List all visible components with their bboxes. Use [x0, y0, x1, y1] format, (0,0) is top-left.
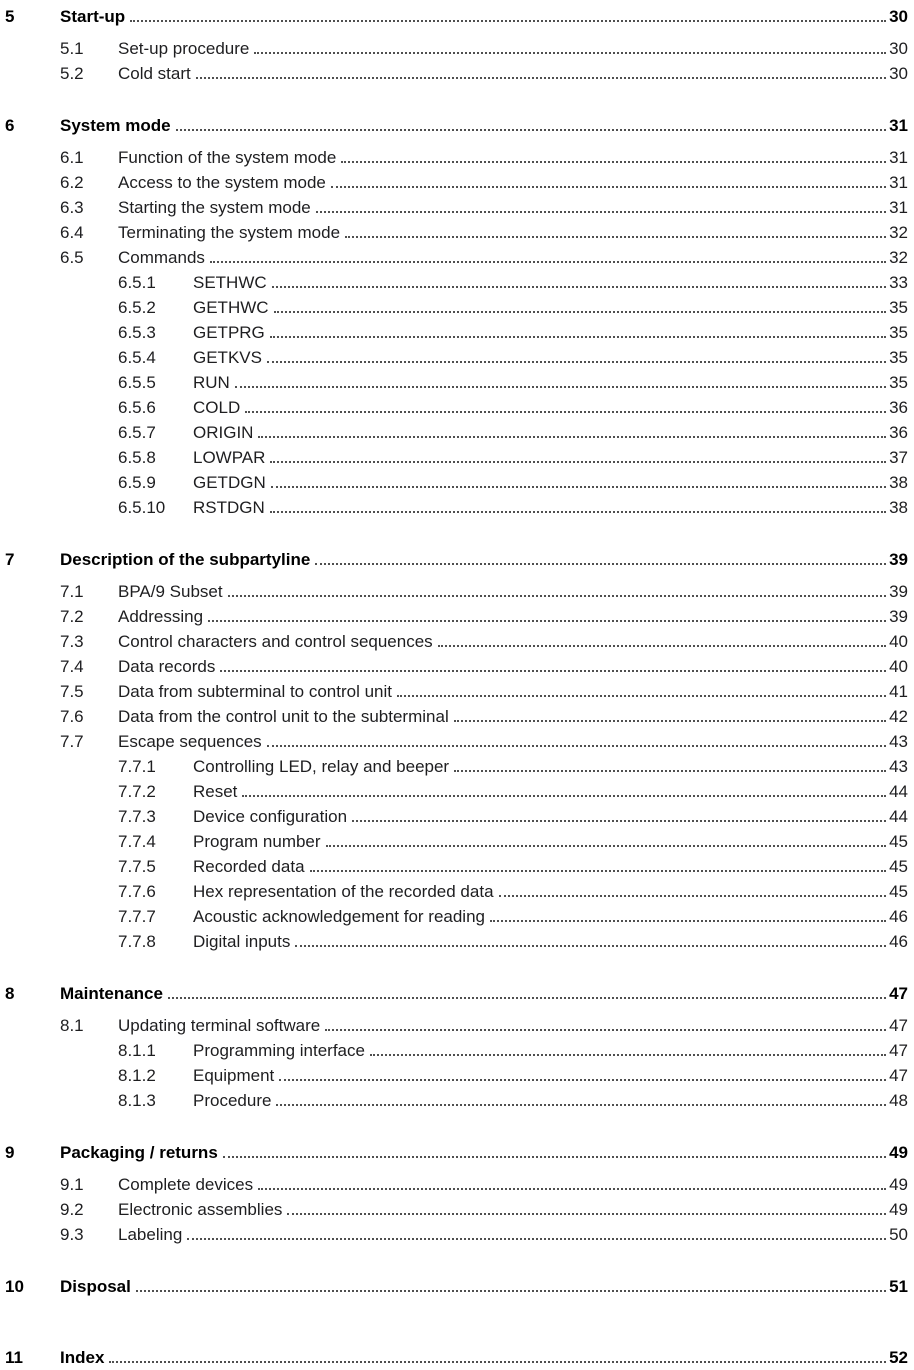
toc-entry-page: 43 — [889, 757, 908, 776]
toc-entry-page: 35 — [889, 373, 908, 392]
toc-entry-title: Disposal — [60, 1277, 131, 1296]
toc-entry[interactable] — [5, 604, 908, 629]
toc-entry-title: GETHWC — [193, 298, 269, 317]
toc-entry-number: 10 — [5, 1277, 24, 1296]
toc-entry[interactable] — [5, 879, 908, 904]
toc-entry-title: Complete devices — [118, 1175, 254, 1194]
toc-section — [5, 4, 908, 86]
dotted-leader — [279, 1079, 886, 1081]
toc-entry-page: 47 — [889, 1041, 908, 1060]
toc-entry-page: 40 — [889, 657, 908, 676]
toc-entry-number: 6.5 — [60, 248, 84, 267]
toc-entry-page: 45 — [889, 857, 908, 876]
toc-entry-number: 7.7.6 — [118, 882, 156, 901]
dotted-leader — [270, 511, 886, 513]
toc-entry-title: Maintenance — [60, 984, 163, 1003]
toc-entry-page: 39 — [889, 582, 908, 601]
dotted-leader — [287, 1213, 886, 1215]
dotted-leader — [326, 845, 887, 847]
dotted-leader — [270, 461, 886, 463]
dotted-leader — [245, 411, 886, 413]
toc-entry[interactable] — [5, 579, 908, 604]
toc-entry-page: 33 — [889, 273, 908, 292]
toc-entry-page: 46 — [889, 932, 908, 951]
toc-entry-page: 39 — [889, 550, 908, 569]
toc-entry-page: 47 — [889, 984, 908, 1003]
toc-entry-number: 6.5.7 — [118, 423, 156, 442]
toc-entry-title: Data records — [118, 657, 216, 676]
toc-entry-number: 8.1.2 — [118, 1066, 156, 1085]
toc-entry[interactable] — [5, 195, 908, 220]
toc-entry[interactable] — [5, 1063, 908, 1088]
dotted-leader — [258, 1188, 886, 1190]
toc-entry-page: 39 — [889, 607, 908, 626]
toc-entry-title: Starting the system mode — [118, 198, 311, 217]
toc-entry[interactable] — [5, 320, 908, 345]
dotted-leader — [345, 236, 886, 238]
toc-entry[interactable] — [5, 729, 908, 754]
toc-entry-number: 7.7.1 — [118, 757, 156, 776]
dotted-leader — [341, 161, 886, 163]
toc-entry-number: 6 — [5, 116, 15, 135]
toc-entry-title: COLD — [193, 398, 241, 417]
toc-entry-number: 7.7.3 — [118, 807, 156, 826]
dotted-leader — [187, 1238, 886, 1240]
toc-entry-page: 42 — [889, 707, 908, 726]
toc-entry-title: Programming interface — [193, 1041, 365, 1060]
toc-entry-title: Data from subterminal to control unit — [118, 682, 393, 701]
dotted-leader — [352, 820, 886, 822]
toc-entry[interactable] — [5, 145, 908, 170]
toc-entry-number: 8.1.1 — [118, 1041, 156, 1060]
toc-entry-page: 32 — [889, 223, 908, 242]
toc-entry-title: GETKVS — [193, 348, 262, 367]
dotted-leader — [228, 595, 886, 597]
toc-entry[interactable] — [5, 245, 908, 270]
toc-entry-title: Addressing — [118, 607, 204, 626]
toc-entry[interactable] — [5, 445, 908, 470]
dotted-leader — [454, 720, 886, 722]
toc-entry-number: 9.2 — [60, 1200, 84, 1219]
toc-entry-number: 7.1 — [60, 582, 84, 601]
toc-entry[interactable] — [5, 345, 908, 370]
toc-entry-page: 35 — [889, 348, 908, 367]
dotted-leader — [316, 211, 886, 213]
toc-entry[interactable] — [5, 370, 908, 395]
toc-section — [5, 547, 908, 954]
toc-section — [5, 1345, 908, 1370]
toc-entry-title: GETDGN — [193, 473, 266, 492]
dotted-leader — [315, 563, 886, 565]
toc-entry[interactable] — [5, 170, 908, 195]
toc-entry[interactable] — [5, 679, 908, 704]
dotted-leader — [254, 52, 886, 54]
dotted-leader — [271, 486, 886, 488]
toc-entry-page: 37 — [889, 448, 908, 467]
toc-entry-number: 11 — [5, 1348, 23, 1367]
toc-entry-number: 7.7.8 — [118, 932, 156, 951]
toc-entry-page: 49 — [889, 1200, 908, 1219]
toc-entry[interactable] — [5, 629, 908, 654]
toc-entry-number: 6.5.6 — [118, 398, 156, 417]
toc-entry[interactable] — [5, 754, 908, 779]
toc-entry[interactable] — [5, 495, 908, 520]
toc-entry[interactable] — [5, 904, 908, 929]
dotted-leader — [176, 129, 887, 131]
toc-entry-number: 8 — [5, 984, 15, 1003]
toc-entry-number: 9 — [5, 1143, 15, 1162]
toc-entry-title: Cold start — [118, 64, 191, 83]
toc-entry-title: Device configuration — [193, 807, 348, 826]
toc-entry-number: 6.5.9 — [118, 473, 156, 492]
toc-entry-title: Reset — [193, 782, 238, 801]
toc-entry-page: 31 — [889, 116, 908, 135]
toc-entry-title: SETHWC — [193, 273, 267, 292]
dotted-leader — [258, 436, 886, 438]
toc-entry-page: 49 — [889, 1175, 908, 1194]
toc-entry-title: Function of the system mode — [118, 148, 337, 167]
dotted-leader — [208, 620, 886, 622]
toc-entry[interactable] — [5, 1222, 908, 1247]
dotted-leader — [454, 770, 886, 772]
toc-entry[interactable] — [5, 1197, 908, 1222]
toc-entry-page: 30 — [889, 7, 908, 26]
toc-entry[interactable] — [5, 220, 908, 245]
dotted-leader — [397, 695, 886, 697]
toc-entry-number: 7.4 — [60, 657, 84, 676]
toc-entry-page: 38 — [889, 498, 908, 517]
toc-entry[interactable] — [5, 854, 908, 879]
toc-entry-page: 49 — [889, 1143, 908, 1162]
toc-entry[interactable] — [5, 113, 908, 138]
toc-entry-number: 6.4 — [60, 223, 84, 242]
toc-entry-title: Labeling — [118, 1225, 183, 1244]
toc-entry-page: 40 — [889, 632, 908, 651]
toc-entry-number: 6.5.3 — [118, 323, 156, 342]
toc-entry-title: Packaging / returns — [60, 1143, 218, 1162]
toc-entry[interactable] — [5, 547, 908, 572]
toc-entry-number: 6.5.4 — [118, 348, 156, 367]
toc-entry[interactable] — [5, 270, 908, 295]
toc-entry-title: ORIGIN — [193, 423, 254, 442]
toc-section — [5, 981, 908, 1113]
dotted-leader — [267, 361, 886, 363]
table-of-contents — [5, 4, 908, 1370]
toc-entry-title: Set-up procedure — [118, 39, 250, 58]
toc-entry-page: 38 — [889, 473, 908, 492]
toc-entry-number: 7.7 — [60, 732, 84, 751]
dotted-leader — [220, 670, 886, 672]
toc-entry-number: 8.1 — [60, 1016, 84, 1035]
dotted-leader — [168, 997, 886, 999]
toc-entry-number: 5.1 — [60, 39, 84, 58]
toc-entry-number: 7.6 — [60, 707, 84, 726]
toc-entry-page: 35 — [889, 323, 908, 342]
dotted-leader — [210, 261, 886, 263]
toc-entry-title: Index — [60, 1348, 105, 1367]
toc-entry-page: 43 — [889, 732, 908, 751]
toc-entry-title: Program number — [193, 832, 321, 851]
toc-entry-title: Digital inputs — [193, 932, 291, 951]
toc-entry-page: 35 — [889, 298, 908, 317]
toc-entry-number: 7.7.4 — [118, 832, 156, 851]
toc-entry-title: Access to the system mode — [118, 173, 326, 192]
toc-entry-title: Equipment — [193, 1066, 275, 1085]
toc-entry-number: 7.5 — [60, 682, 84, 701]
toc-entry-number: 7.3 — [60, 632, 84, 651]
toc-entry[interactable] — [5, 829, 908, 854]
toc-entry-title: System mode — [60, 116, 171, 135]
toc-entry-number: 6.1 — [60, 148, 84, 167]
toc-entry-title: Updating terminal software — [118, 1016, 321, 1035]
dotted-leader — [242, 795, 886, 797]
toc-entry[interactable] — [5, 1172, 908, 1197]
toc-entry-title: Electronic assemblies — [118, 1200, 283, 1219]
toc-entry[interactable] — [5, 420, 908, 445]
toc-entry-title: Data from the control unit to the subterminal — [118, 707, 449, 726]
toc-section — [5, 1274, 908, 1299]
toc-entry[interactable] — [5, 470, 908, 495]
toc-entry-number: 6.5.5 — [118, 373, 156, 392]
dotted-leader — [130, 20, 886, 22]
dotted-leader — [270, 336, 886, 338]
dotted-leader — [276, 1104, 886, 1106]
toc-entry-page: 32 — [889, 248, 908, 267]
toc-entry-page: 36 — [889, 423, 908, 442]
dotted-leader — [325, 1029, 886, 1031]
toc-entry[interactable] — [5, 654, 908, 679]
toc-entry-number: 7.2 — [60, 607, 84, 626]
toc-entry-number: 6.3 — [60, 198, 84, 217]
toc-entry[interactable] — [5, 1274, 908, 1299]
dotted-leader — [499, 895, 887, 897]
toc-entry-number: 6.5.2 — [118, 298, 156, 317]
toc-entry-page: 30 — [889, 64, 908, 83]
dotted-leader — [331, 186, 886, 188]
toc-entry-number: 5.2 — [60, 64, 84, 83]
toc-entry-title: Acoustic acknowledgement for reading — [193, 907, 485, 926]
dotted-leader — [136, 1290, 886, 1292]
toc-entry-page: 45 — [889, 882, 908, 901]
toc-entry-page: 31 — [889, 198, 908, 217]
toc-entry[interactable] — [5, 981, 908, 1006]
toc-entry[interactable] — [5, 1013, 908, 1038]
toc-entry-page: 44 — [889, 807, 908, 826]
toc-entry-page: 51 — [889, 1277, 908, 1296]
dotted-leader — [196, 77, 886, 79]
toc-entry-title: LOWPAR — [193, 448, 266, 467]
toc-entry-number: 9.3 — [60, 1225, 84, 1244]
toc-entry[interactable] — [5, 395, 908, 420]
toc-entry-number: 7 — [5, 550, 15, 569]
dotted-leader — [438, 645, 886, 647]
toc-entry[interactable] — [5, 36, 908, 61]
toc-entry-title: Control characters and control sequences — [118, 632, 433, 651]
toc-entry[interactable] — [5, 1140, 908, 1165]
toc-entry-title: Escape sequences — [118, 732, 262, 751]
dotted-leader — [370, 1054, 886, 1056]
toc-entry-number: 7.7.2 — [118, 782, 156, 801]
toc-entry-title: Procedure — [193, 1091, 272, 1110]
toc-entry-page: 52 — [889, 1348, 908, 1367]
toc-entry-title: Recorded data — [193, 857, 305, 876]
toc-entry-number: 9.1 — [60, 1175, 84, 1194]
toc-section — [5, 113, 908, 520]
toc-entry-number: 6.5.8 — [118, 448, 156, 467]
toc-entry-page: 44 — [889, 782, 908, 801]
toc-entry-page: 36 — [889, 398, 908, 417]
toc-entry-page: 31 — [889, 148, 908, 167]
toc-entry-page: 47 — [889, 1066, 908, 1085]
dotted-leader — [310, 870, 887, 872]
toc-entry-title: RSTDGN — [193, 498, 265, 517]
dotted-leader — [274, 311, 887, 313]
toc-entry[interactable] — [5, 779, 908, 804]
dotted-leader — [235, 386, 886, 388]
dotted-leader — [223, 1156, 886, 1158]
dotted-leader — [295, 945, 886, 947]
toc-entry-title: BPA/9 Subset — [118, 582, 223, 601]
toc-entry-title: Terminating the system mode — [118, 223, 341, 242]
toc-entry-page: 41 — [889, 682, 908, 701]
toc-entry-page: 50 — [889, 1225, 908, 1244]
toc-entry-page: 47 — [889, 1016, 908, 1035]
toc-entry-number: 6.2 — [60, 173, 84, 192]
toc-entry[interactable] — [5, 1088, 908, 1113]
dotted-leader — [109, 1361, 886, 1363]
toc-entry-number: 6.5.10 — [118, 498, 166, 517]
toc-entry-title: Controlling LED, relay and beeper — [193, 757, 450, 776]
toc-entry[interactable] — [5, 61, 908, 86]
dotted-leader — [490, 920, 886, 922]
toc-entry-title: Description of the subpartyline — [60, 550, 311, 569]
toc-entry-page: 31 — [889, 173, 908, 192]
toc-entry-number: 5 — [5, 7, 15, 26]
toc-entry[interactable] — [5, 4, 908, 29]
toc-section — [5, 1140, 908, 1247]
toc-entry-number: 6.5.1 — [118, 273, 156, 292]
toc-entry-number: 8.1.3 — [118, 1091, 156, 1110]
toc-entry[interactable] — [5, 1038, 908, 1063]
toc-entry-page: 45 — [889, 832, 908, 851]
toc-entry[interactable] — [5, 929, 908, 954]
dotted-leader — [272, 286, 886, 288]
toc-entry-page: 46 — [889, 907, 908, 926]
toc-entry-title: Start-up — [60, 7, 126, 26]
toc-entry-page: 30 — [889, 39, 908, 58]
toc-entry[interactable] — [5, 804, 908, 829]
toc-entry-page: 48 — [889, 1091, 908, 1110]
toc-entry-title: RUN — [193, 373, 230, 392]
toc-entry-title: Hex representation of the recorded data — [193, 882, 494, 901]
toc-entry[interactable] — [5, 1345, 908, 1370]
toc-entry[interactable] — [5, 295, 908, 320]
toc-entry-title: Commands — [118, 248, 205, 267]
dotted-leader — [267, 745, 886, 747]
toc-entry-title: GETPRG — [193, 323, 265, 342]
toc-entry-number: 7.7.5 — [118, 857, 156, 876]
toc-entry[interactable] — [5, 704, 908, 729]
toc-entry-number: 7.7.7 — [118, 907, 156, 926]
